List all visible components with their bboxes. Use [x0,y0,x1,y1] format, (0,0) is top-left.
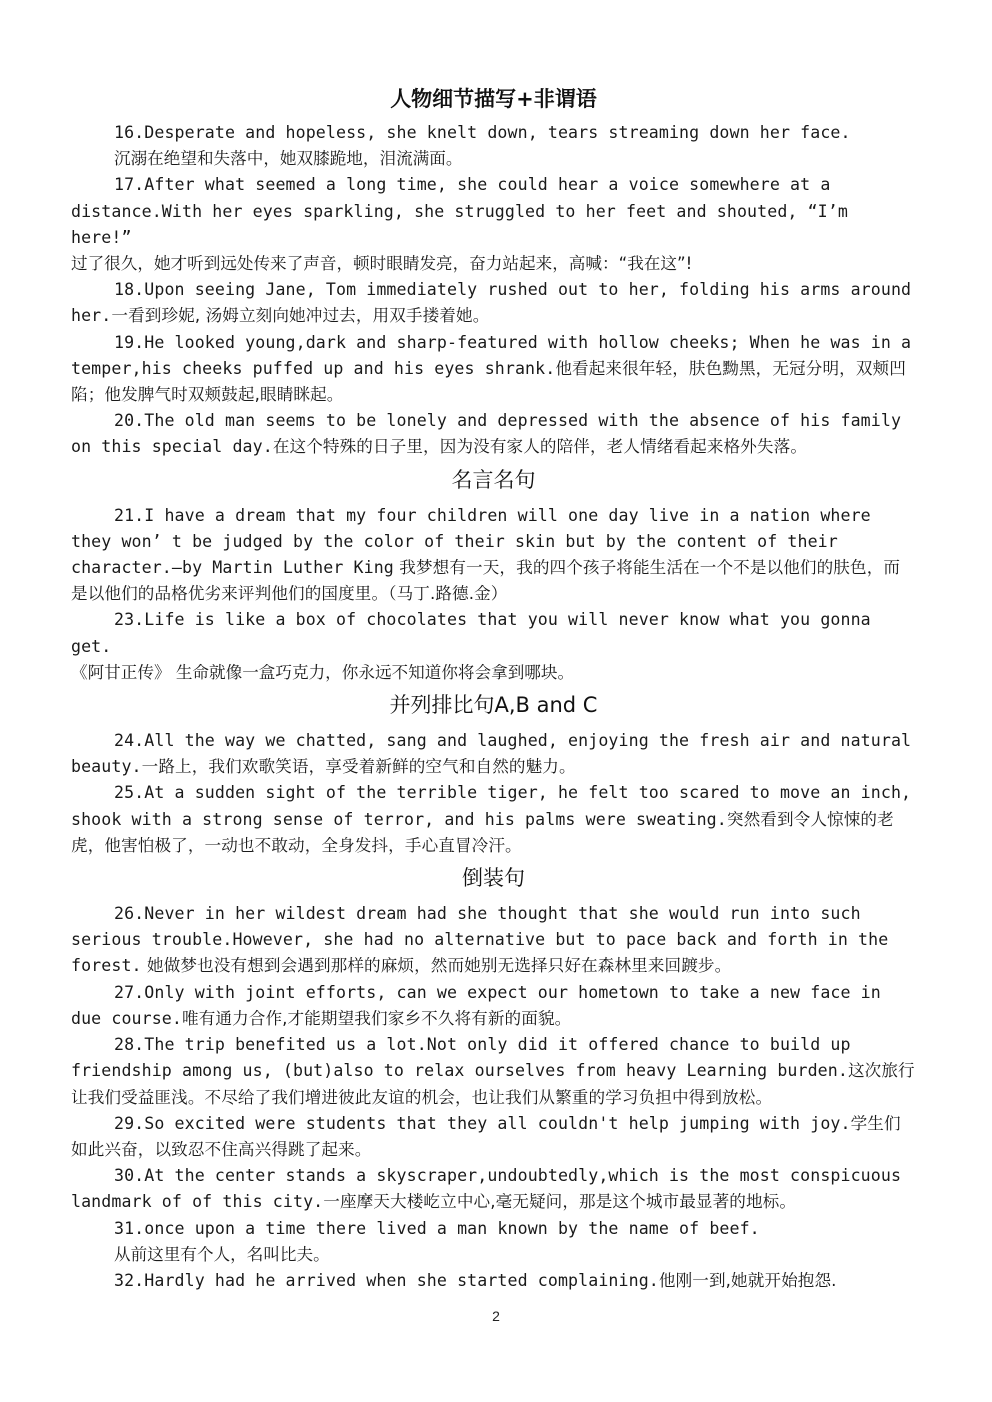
section-heading: 人物细节描写+非谓语 [390,87,597,111]
section-inversion [71,865,916,1294]
sentence-31: 31.once upon a time there lived a man known by the name of beef. [114,1218,760,1238]
section-heading: 倒装句 [462,866,525,891]
sentence-21: 21.I have a dream that my four children will one day live in a nation where they won’ t be judged by the color of their skin but by the content of their character.—by Martin Luther King 我梦想有一天，我的四个孩子将能生活在一个不是以他们的肤色，而是以他们的品格优劣来评判他们的国度里。（马丁.路德.金） [71,505,901,604]
sentence-16: 16.Desperate and hopeless, she knelt down, tears streaming down her face. [114,123,851,142]
sentence-26: 26.Never in her wildest dream had she thought that she would run into such serious trouble.However, she had no alternative but to pace back and forth in the forest. 她做梦也没有想到会遇到那样的麻烦，然而她别无选择只好在森林里来回踱步。 [71,904,889,976]
sentence-30: 30.At the center stands a skyscraper,undoubtedly,which is the most conspicuous landmark of of this city.一座摩天大楼屹立中心,毫无疑问，那是这个城市最显著的地标。 [71,1166,902,1212]
translation-16: 沉溺在绝望和失落中，她双膝跪地，泪流满面。 [114,149,463,169]
sentence-23: 23.Life is like a box of chocolates that you will never know what you gonna get. [71,610,871,656]
sentence-20: 20.The old man seems to be lonely and depressed with the absence of his family on this special day.在这个特殊的日子里，因为没有家人的陪伴，老人情绪看起来格外失落。 [71,411,902,457]
section-famous-quotes [71,467,916,686]
sentence-28: 28.The trip benefited us a lot.Not only did it offered chance to build up friendship among us, (but)also to relax ourselves from heavy Learning burden.这次旅行让我们受益匪浅。不尽给了我们增进彼此友谊的机会，也让我们从繁重的学习负担中得到放松。 [71,1035,915,1107]
sentence-25: 25.At a sudden sight of the terrible tiger, he felt too scared to move an inch, shook with a strong sense of terror, and his palms were sweating.突然看到令人惊悚的老虎，他害怕极了，一动也不敢动，全身发抖，手心直冒冷汗。 [71,783,912,855]
section-heading: 名言名句 [451,467,536,492]
section-parallel-sentences [71,692,916,859]
translation-23: 《阿甘正传》 生命就像一盒巧克力，你永远不知道你将会拿到哪块。 [71,662,575,682]
sentence-29: 29.So excited were students that they all couldn't help jumping with joy.学生们如此兴奋，以致忍不住高兴得跳了起来。 [71,1113,901,1159]
sentence-17: 17.After what seemed a long time, she could hear a voice somewhere at a distance.With her eyes sparkling, she struggled to her feet and shouted, “I’m here!” [71,175,848,247]
section-heading: 并列排比句A,B and C [389,693,598,718]
sentence-32: 32.Hardly had he arrived when she started complaining.他刚一到,她就开始抱怨. [114,1270,837,1290]
sentence-18: 18.Upon seeing Jane, Tom immediately rushed out to her, folding his arms around her.一看到珍妮, 汤姆立刻向她冲过去，用双手搂着她。 [71,280,912,326]
translation-17: 过了很久，她才听到远处传来了声音，顿时眼睛发亮，奋力站起来，高喊：“我在这”! [71,254,693,274]
sentence-19: 19.He looked young,dark and sharp-featured with hollow cheeks; When he was in a temper,his cheeks puffed up and his eyes shrank.他看起来很年轻，肤色黝黑，无冠分明，双颊凹陷；他发脾气时双颊鼓起,眼睛眯起。 [71,332,912,405]
sentence-24: 24.All the way we chatted, sang and laughed, enjoying the fresh air and natural beauty.一路上，我们欢歌笑语，享受着新鲜的空气和自然的魅力。 [71,731,912,777]
section-character-description [71,86,916,461]
translation-31: 从前这里有个人，名叫比夫。 [114,1244,330,1264]
page-number: 2 [492,1308,500,1324]
sentence-27: 27.Only with joint efforts, can we expect our hometown to take a new face in due course.唯有通力合作,才能期望我们家乡不久将有新的面貌。 [71,982,881,1028]
